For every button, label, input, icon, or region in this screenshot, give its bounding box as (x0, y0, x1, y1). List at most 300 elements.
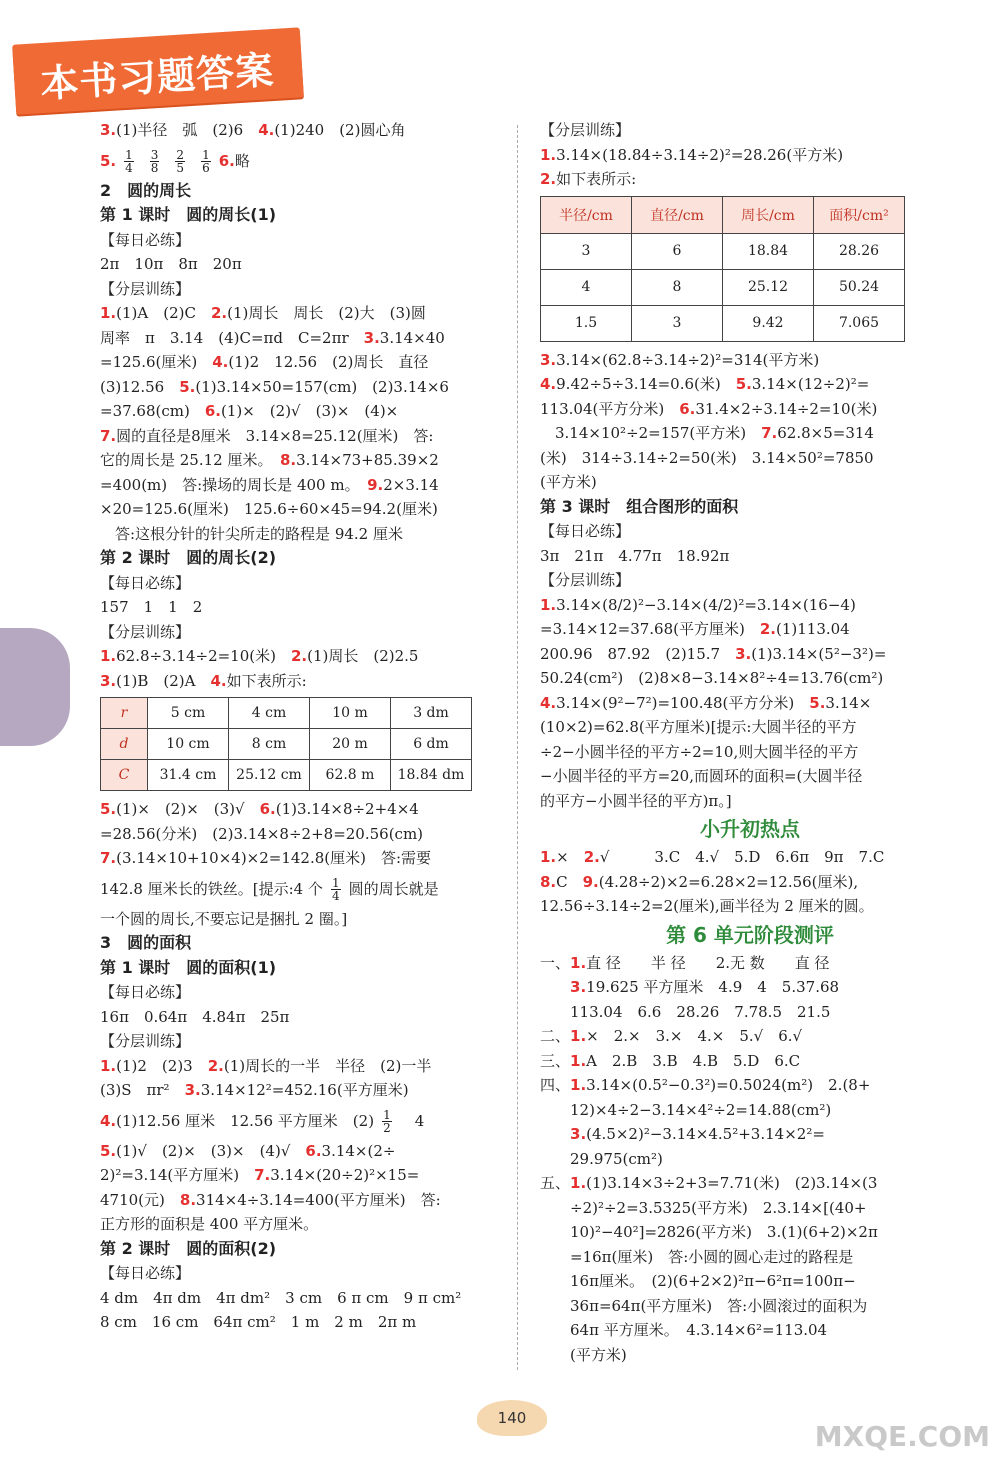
text-run: 4 (399, 1111, 425, 1130)
text-run: 3.14×(9²−7²)=100.48(平方分米) (556, 693, 810, 712)
answer-line (540, 519, 960, 544)
table-row (541, 305, 905, 341)
text-run: 【分层训练】 (540, 121, 631, 139)
item-number: 3. (184, 1081, 201, 1099)
text-run: 周率 π 3.14 (4)C=πd C=2πr (100, 328, 364, 347)
text-run: (1)周长 周长 (2)大 (3)圆 (227, 304, 426, 322)
text-run: (1)√ (2)× (3)× (4)√ (116, 1141, 306, 1160)
table-cell: 10 cm (148, 729, 229, 760)
text-run: 三、 (540, 1051, 571, 1070)
answer-line (540, 143, 960, 168)
text-run: 【分层训练】 (100, 1032, 191, 1050)
table-header: 直径/cm (632, 196, 723, 233)
table-row (541, 269, 905, 305)
text-run: (3.14×10+10×4)×2=142.8(厘米) 答:需要 (116, 849, 432, 867)
text-run: 62.8÷3.14÷2=10(米) (116, 647, 291, 665)
text-run: 一、 (540, 953, 571, 972)
text-run: 113.04 6.6 28.26 7.78.5 21.5 (540, 1002, 831, 1021)
lesson-title (540, 495, 960, 520)
item-number: 6. (218, 151, 235, 170)
item-number: 1. (570, 1051, 587, 1070)
answer-line (540, 470, 960, 495)
text-run: 略 (234, 151, 250, 170)
item-number: 5. (100, 1141, 117, 1160)
answer-line (100, 1261, 510, 1286)
item-number: 2. (540, 170, 557, 188)
text-run: 12)×4÷2−3.14×4²÷2=14.88(cm²) (540, 1100, 832, 1119)
text-run: (1)× (2)× (3)√ (116, 800, 260, 818)
text-run: × 2.× 3.× 4.× 5.√ 6.√ (586, 1027, 803, 1045)
answer-line (540, 789, 960, 814)
answer-line (100, 252, 510, 277)
answer-line (100, 822, 510, 847)
answer-line (100, 1054, 510, 1079)
text-run: =16π(厘米) 答:小圆的圆心走过的路程是 (540, 1247, 854, 1266)
text-run: 五、 (540, 1174, 571, 1192)
item-number: 6. (259, 800, 276, 818)
table-cell: 1.5 (541, 305, 632, 341)
text-run: 3.14×12²=452.16(平方厘米) (200, 1081, 409, 1099)
text-run: 3.14× (825, 693, 872, 712)
table-cell: 6 (632, 233, 723, 269)
item-number: 6. (204, 402, 221, 420)
answer-line (100, 497, 510, 522)
column-divider (517, 125, 518, 1370)
text-run: 3.14×73+85.39×2 (296, 451, 439, 469)
text-run: (米) 314÷3.14÷2=50(米) 3.14×50²=7850 (540, 448, 874, 467)
text-run: 9.42÷5÷3.14=0.6(米) (556, 375, 736, 393)
text-run: √ 3.C 4.√ 5.D 6.6π 9π 7.C (599, 848, 885, 866)
text-run: 113.04(平方分米) (540, 399, 680, 418)
table-cell: 62.8 m (310, 760, 391, 791)
text-run: 的平方−小圆半径的平方)π。] (540, 791, 732, 810)
rdc-table (100, 697, 472, 791)
text-run: 29.975(cm²) (540, 1149, 663, 1168)
text-run: 【每日必练】 (100, 983, 191, 1001)
answer-line (540, 894, 960, 919)
text-run: 【每日必练】 (100, 573, 191, 592)
answer-line (540, 421, 960, 446)
fraction: $\frac{1}{2}$ (383, 1108, 391, 1135)
text-run (540, 1125, 570, 1143)
text-run: 3.14×10²÷2=157(平方米) (540, 424, 762, 442)
circle-table (540, 196, 905, 342)
text-run: 3π 21π 4.77π 18.92π (540, 546, 730, 565)
lesson-title (100, 1237, 510, 1262)
text-run: (1)3.14×8÷2+4×4 (275, 800, 419, 818)
text-run: 【分层训练】 (540, 571, 631, 589)
table-cell: 25.12 cm (229, 760, 310, 791)
answer-line (540, 870, 960, 895)
answer-line (540, 544, 960, 569)
text-run: ÷2−小圆半径的平方÷2=10,则大圆半径的平方 (540, 742, 859, 761)
text-run: A 2.B 3.B 4.B 5.D 6.C (586, 1051, 801, 1070)
text-run: (4.28÷2)×2=6.28×2=12.56(厘米), (598, 872, 859, 891)
answer-line (100, 1029, 510, 1054)
answer-line (100, 871, 510, 907)
table-cell: 50.24 (814, 269, 905, 305)
text-run: 142.8 厘米长的铁丝。[提示:4 个 (100, 879, 323, 898)
text-run: 8 cm 16 cm 64π cm² 1 m 2 m 2π m (100, 1313, 417, 1331)
text-run: (1)12.56 厘米 12.56 平方厘米 (2) (116, 1111, 375, 1130)
answer-line (100, 644, 510, 669)
table-cell: 9.42 (723, 305, 814, 341)
answer-line (540, 1294, 960, 1319)
table-row (101, 698, 472, 729)
answer-line (100, 1139, 510, 1164)
text-run: 3.14×(62.8÷3.14÷2)²=314(平方米) (556, 350, 820, 369)
text-run: 2)²=3.14(平方厘米) (100, 1166, 255, 1184)
text-run: 4710(元) (100, 1190, 180, 1209)
text-run: 正方形的面积是 400 平方厘米。 (100, 1215, 319, 1233)
text-run: 2π 10π 8π 20π (100, 255, 242, 273)
text-run: 答:这根分针的针尖所走的路程是 94.2 厘米 (100, 524, 403, 543)
answer-line (100, 228, 510, 253)
answer-line (100, 846, 510, 871)
answer-line (100, 1212, 510, 1237)
item-number: 9. (582, 872, 599, 891)
answer-line (100, 595, 510, 620)
answer-line (540, 1122, 960, 1147)
answer-line (100, 907, 510, 932)
table-cell: 6 dm (391, 729, 472, 760)
text-run: 3.14×(2÷ (321, 1141, 396, 1160)
answer-line (540, 1098, 960, 1123)
answer-line (100, 399, 510, 424)
text-run: 3 圆的面积 (100, 933, 192, 952)
answer-line (540, 348, 960, 373)
table-cell: 28.26 (814, 233, 905, 269)
answer-line (540, 975, 960, 1000)
table-cell: 25.12 (723, 269, 814, 305)
table-cell: 20 m (310, 729, 391, 760)
answer-line (100, 424, 510, 449)
answer-line (540, 1049, 960, 1074)
text-run: ×20=125.6(厘米) 125.6÷60×45=94.2(厘米) (100, 500, 438, 518)
text-run: 第 2 课时 圆的面积(2) (100, 1238, 277, 1258)
text-run: (1)周长 (2)2.5 (307, 647, 419, 665)
text-run: (平方米) (540, 1345, 627, 1364)
text-run: =28.56(分米) (2)3.14×8÷2+8=20.56(cm) (100, 824, 424, 843)
answer-line (540, 1196, 960, 1221)
text-run: 圆的直径是8厘米 3.14×8=25.12(厘米) 答: (116, 426, 434, 445)
text-run: =400(m) 答:操场的周长是 400 m。 (100, 475, 368, 494)
text-run: 16π 0.64π 4.84π 25π (100, 1007, 290, 1026)
answer-line (540, 593, 960, 618)
table-cell: 3 (541, 233, 632, 269)
item-number: 4. (210, 671, 227, 690)
text-run: =3.14×12=37.68(平方厘米) (540, 620, 760, 638)
answer-line (540, 1147, 960, 1172)
text-run: 64π 平方厘米。 4.3.14×6²=113.04 (540, 1321, 828, 1339)
item-number: 3. (570, 978, 587, 996)
item-number: 1. (540, 848, 557, 866)
item-number: 2. (290, 647, 308, 665)
answer-line (100, 1078, 510, 1103)
text-run: 小升初热点 (700, 817, 800, 841)
text-run: (1)3.14×(5²−3²)= (751, 644, 887, 663)
text-run: 它的周长是 25.12 厘米。 (100, 451, 280, 469)
text-run: 【每日必练】 (540, 522, 631, 540)
answer-line (100, 1188, 510, 1213)
lesson-title (100, 179, 510, 204)
table-header: 周长/cm (723, 196, 814, 233)
text-run: 第 6 单元阶段测评 (666, 922, 834, 947)
answer-line (100, 980, 510, 1005)
lesson-title (100, 203, 510, 228)
item-number: 3. (540, 350, 557, 369)
text-run: 36π=64π(平方厘米) 答:小圆滚过的面积为 (540, 1296, 868, 1315)
text-run: (1)240 (2)圆心角 (274, 121, 406, 139)
answer-line (100, 669, 510, 694)
item-number: 4. (540, 693, 557, 712)
text-run: (1)2 12.56 (2)周长 直径 (228, 353, 429, 371)
item-number: 7. (254, 1166, 271, 1184)
text-run: 3.14×(20÷2)²×15= (270, 1166, 420, 1184)
text-run: 10)²−40²]=2826(平方米) 3.(1)(6+2)×2π (540, 1223, 878, 1241)
text-run: 19.625 平方厘米 4.9 4 5.37.68 (586, 978, 840, 996)
text-run: 50.24(cm²) (2)8×8−3.14×8²÷4=13.76(cm²) (540, 669, 884, 687)
text-run: (1)B (2)A (116, 671, 211, 690)
text-run: 【分层训练】 (100, 622, 191, 641)
item-number: 2. (759, 620, 776, 638)
text-run: (平方米) (540, 473, 597, 491)
text-run: 第 1 课时 圆的周长(1) (100, 205, 277, 224)
answer-line (540, 1073, 960, 1098)
text-run: (1)3.14×50=157(cm) (2)3.14×6 (195, 377, 449, 396)
answer-line (540, 1318, 960, 1343)
left-column (100, 118, 510, 1335)
item-number: 3. (735, 644, 752, 663)
table-row (101, 729, 472, 760)
text-run: 第 1 课时 圆的面积(1) (100, 957, 277, 977)
item-number: 2. (207, 1056, 224, 1075)
side-tab (0, 628, 70, 746)
answer-line (100, 118, 510, 143)
right-column (540, 118, 960, 1367)
text-run: 31.4×2÷3.14÷2=10(米) (695, 399, 878, 418)
answer-line (100, 522, 510, 547)
answer-line (540, 1245, 960, 1270)
item-number: 4. (540, 375, 557, 393)
table-cell: 18.84 dm (391, 760, 472, 791)
item-number: 7. (100, 426, 117, 445)
answer-line (540, 568, 960, 593)
answer-line (540, 666, 960, 691)
item-number: 1. (100, 1056, 117, 1075)
text-run: 16π厘米。 (2)(6+2×2)²π−6²π=100π− (540, 1272, 856, 1290)
fraction: $\frac{1}{6}$ (202, 148, 210, 175)
fraction: $\frac{1}{4}$ (125, 148, 133, 175)
answer-line (540, 1171, 960, 1196)
text-run: 157 1 1 2 (100, 598, 203, 616)
item-number: 6. (679, 399, 696, 418)
answer-line (100, 326, 510, 351)
answer-line (100, 1310, 510, 1335)
text-run: (1)113.04 (775, 620, 850, 638)
answer-line (540, 845, 960, 870)
table-cell: 10 m (310, 698, 391, 729)
item-number: 8. (179, 1190, 197, 1209)
table-cell: 18.84 (723, 233, 814, 269)
text-run: 直 径 半 径 2.无 数 直 径 (586, 953, 830, 972)
answer-line (540, 118, 960, 143)
answer-line (100, 1103, 510, 1139)
answer-line (100, 571, 510, 596)
table-cell: 3 dm (391, 698, 472, 729)
text-run: 4 dm 4π dm 4π dm² 3 cm 6 π cm 9 π cm² (100, 1288, 462, 1307)
text-run: −小圆半径的平方=20,而圆环的面积=(大圆半径 (540, 767, 863, 785)
text-run: 第 3 课时 组合图形的面积 (540, 496, 739, 516)
answer-line (540, 617, 960, 642)
text-run: 圆的周长就是 (348, 879, 439, 898)
text-run: 3.14×40 (379, 328, 445, 347)
answer-line (100, 301, 510, 326)
table-cell: 5 cm (148, 698, 229, 729)
text-run: (1)3.14×3÷2+3=7.71(米) (2)3.14×(3 (586, 1174, 878, 1192)
text-run: 如下表所示: (226, 671, 307, 690)
table-row (541, 233, 905, 269)
item-number: 6. (305, 1141, 322, 1160)
fraction: $\frac{3}{8}$ (150, 148, 159, 175)
table-cell: 4 cm (229, 698, 310, 729)
table-cell: 8 cm (229, 729, 310, 760)
answer-line (540, 1220, 960, 1245)
text-run: (3)12.56 (100, 377, 180, 396)
text-run: (1)× (2)√ (3)× (4)× (220, 402, 399, 420)
item-number: 8. (279, 451, 297, 469)
text-run: 如下表所示: (556, 170, 637, 188)
answer-line (100, 1163, 510, 1188)
text-run: (10×2)=62.8(平方厘米)[提示:大圆半径的平方 (540, 718, 857, 736)
item-number: 9. (367, 475, 384, 494)
item-number: 4. (100, 1111, 117, 1130)
item-number: 7. (761, 424, 778, 442)
item-number: 1. (100, 304, 117, 322)
section-heading (540, 919, 960, 951)
item-number: 5. (100, 800, 117, 818)
answer-line (540, 1000, 960, 1025)
text-run: =37.68(cm) (100, 402, 205, 420)
answer-line (100, 620, 510, 645)
text-run: 【分层训练】 (100, 279, 191, 298)
answer-line (100, 375, 510, 400)
text-run: 62.8×5=314 (777, 424, 874, 442)
item-number: 3. (100, 671, 117, 690)
item-number: 4. (212, 353, 229, 371)
answer-line (540, 446, 960, 471)
text-run: 【每日必练】 (100, 1264, 191, 1282)
text-run: 200.96 87.92 (2)15.7 (540, 644, 736, 663)
answer-line (540, 715, 960, 740)
answer-line (540, 1269, 960, 1294)
text-run: =125.6(厘米) (100, 353, 213, 371)
text-run: (1)A (2)C (116, 304, 211, 322)
answer-line (540, 740, 960, 765)
item-number: 3. (363, 328, 380, 347)
text-run: 【每日必练】 (100, 230, 191, 249)
answer-line (540, 1024, 960, 1049)
answer-line (540, 397, 960, 422)
table-cell: d (101, 729, 148, 760)
item-number: 1. (570, 1174, 587, 1192)
item-number: 8. (540, 872, 557, 891)
text-run: 一个圆的周长,不要忘记是捆扎 2 圈。] (100, 909, 348, 928)
item-number: 5. (100, 151, 117, 170)
table-cell: 31.4 cm (148, 760, 229, 791)
item-number: 1. (100, 647, 117, 665)
answer-line (540, 372, 960, 397)
item-number: 1. (570, 953, 587, 972)
text-run (540, 978, 570, 996)
item-number: 1. (570, 1027, 587, 1045)
text-run: 四、 (540, 1076, 571, 1094)
answer-line (100, 1286, 510, 1311)
text-run: 3.14×(12÷2)²= (751, 375, 870, 393)
text-run: ÷2)²÷2=3.5325(平方米) 2.3.14×[(40+ (540, 1198, 867, 1217)
item-number: 3. (570, 1125, 587, 1143)
table-header: 面积/cm² (814, 196, 905, 233)
table-cell: r (101, 698, 148, 729)
answer-line (100, 797, 510, 822)
text-run: × (556, 848, 584, 866)
lesson-title (100, 931, 510, 956)
answer-line (540, 691, 960, 716)
watermark: MXQE.COM (814, 1420, 990, 1453)
item-number: 5. (179, 377, 196, 396)
text-run: 2×3.14 (383, 475, 439, 494)
answer-line (100, 143, 510, 179)
text-run: 二、 (540, 1027, 571, 1045)
table-header: 半径/cm (541, 196, 632, 233)
table-cell: 3 (632, 305, 723, 341)
text-run: (1)周长的一半 半径 (2)一半 (223, 1056, 432, 1075)
section-heading (540, 813, 960, 845)
item-number: 5. (809, 693, 826, 712)
text-run: 12.56÷3.14÷2=2(厘米),画半径为 2 厘米的圆。 (540, 897, 874, 915)
answer-line (540, 167, 960, 192)
text-run: 3.14×(8/2)²−3.14×(4/2)²=3.14×(16−4) (556, 595, 856, 614)
lesson-title (100, 956, 510, 981)
item-number: 5. (735, 375, 752, 393)
item-number: 4. (258, 121, 275, 139)
answer-line (100, 448, 510, 473)
table-cell: 4 (541, 269, 632, 305)
text-run: (1)2 (2)3 (116, 1056, 208, 1075)
text-run: C (556, 872, 583, 891)
text-run: (4.5×2)²−3.14×4.5²+3.14×2²= (586, 1125, 825, 1143)
item-number: 2. (583, 848, 600, 866)
table-cell: C (101, 760, 148, 791)
table-cell: 8 (632, 269, 723, 305)
table-cell: 7.065 (814, 305, 905, 341)
item-number: 1. (540, 595, 557, 614)
answer-line (100, 473, 510, 498)
item-number: 2. (210, 304, 228, 322)
fraction: $\frac{2}{5}$ (176, 148, 185, 175)
item-number: 1. (540, 145, 557, 164)
answer-line (540, 951, 960, 976)
text-run: (1)半径 弧 (2)6 (116, 121, 259, 139)
answer-line (100, 350, 510, 375)
text-run: 第 2 课时 圆的周长(2) (100, 548, 277, 567)
page-number: 140 (477, 1400, 547, 1436)
banner-title: 本书习题答案 (39, 47, 276, 107)
lesson-title (100, 546, 510, 571)
fraction: $\frac{1}{4}$ (331, 876, 340, 903)
text-run: 314×4÷3.14=400(平方厘米) 答: (196, 1190, 441, 1209)
table-row (101, 760, 472, 791)
